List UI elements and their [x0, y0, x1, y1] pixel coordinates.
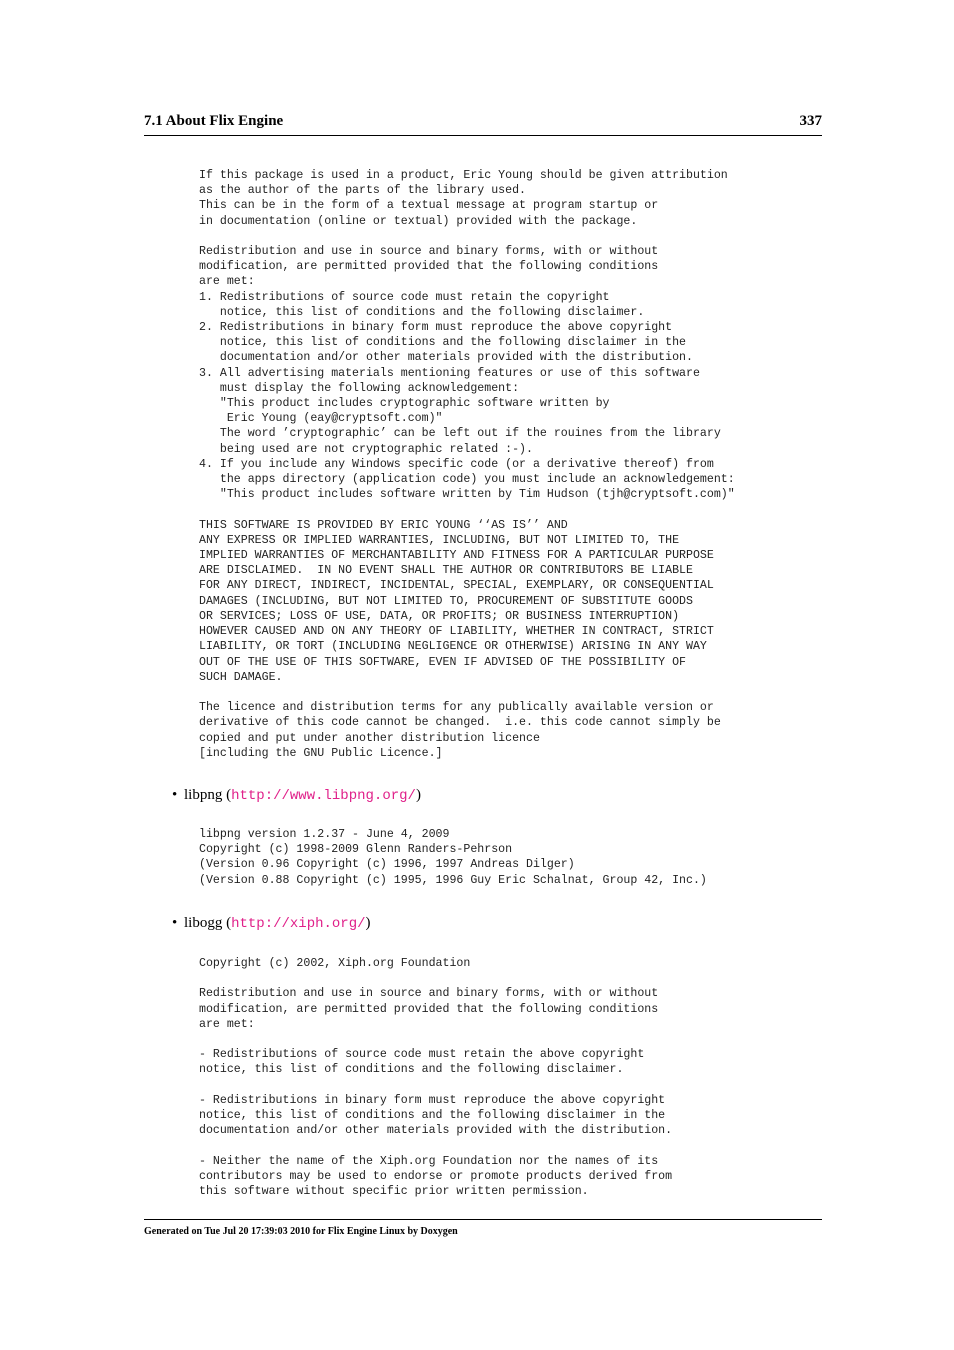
libpng-license-text: libpng version 1.2.37 - June 4, 2009 Copyright (c) 1998-2009 Glenn Randers-Pehrson (Version 0.96 Copyright (c) 1996, 1997 Andreas Dilger) (Version 0.88 Copyright (c) 1995, 1996 Guy Eric Schalnat, Group 42, Inc.): [199, 828, 707, 887]
libogg-link[interactable]: http://xiph.org/: [231, 916, 366, 932]
page-footer: [144, 1219, 822, 1237]
open-paren: (: [222, 915, 232, 931]
libogg-license-text: Copyright (c) 2002, Xiph.org Foundation Redistribution and use in source and binary forms, with or without modification, are permitted provided that the following conditions are met: - Redistributions of source code must retain the above copyright notice, this list of conditions and the following disclaimer. - Redistributions in binary form must reproduce the above copyright notice, this list of conditions and the following disclaimer in the documentation and/or other materials provided with the distribution. - Neither the name of the Xiph.org Foundation nor the names of its contributors may be used to endorse or promote products derived from this software without specific prior written permission.: [199, 957, 673, 1199]
close-paren: ): [365, 915, 371, 931]
page-header: [144, 113, 822, 136]
bullet-marker: •: [172, 787, 178, 803]
libpng-link[interactable]: http://www.libpng.org/: [231, 788, 416, 804]
libogg-list-item: [172, 914, 371, 933]
section-title: 7.1 About Flix Engine: [144, 113, 284, 129]
libpng-list-item: [172, 786, 421, 805]
libpng-name: libpng: [184, 787, 223, 803]
openssl-license-text: If this package is used in a product, Eric Young should be given attribution as the author of the parts of the library used. This can be in the form of a textual message at program startup or in documentation (online or textual) provided with the package. Redistribution and use in source and binary forms, with or without modification, are permitted provided that the following conditions are met: 1. Redistributions of source code must retain the copyright notice, this list of conditions and the following disclaimer. 2. Redistributions in binary form must reproduce the above copyright notice, this list of conditions and the following disclaimer in the documentation and/or other materials provided with the distribution. 3. All advertising materials mentioning features or use of this software must display the following acknowledgement: "This product includes cryptographic software written by Eric Young (eay@cryptsoft.com)" The word ’cryptographic’ can be left out if the rouines from the library being used are not cryptographic related :-). 4. If you include any Windows specific code (or a derivative thereof) from the apps directory (application code) you must include an acknowledgement: "This product includes software written by Tim Hudson (tjh@cryptsoft.com)" THIS SOFTWARE IS PROVIDED BY ERIC YOUNG ‘‘AS IS’’ AND ANY EXPRESS OR IMPLIED WARRANTIES, INCLUDING, BUT NOT LIMITED TO, THE IMPLIED WARRANTIES OF MERCHANTABILITY AND FITNESS FOR A PARTICULAR PURPOSE ARE DISCLAIMED. IN NO EVENT SHALL THE AUTHOR OR CONTRIBUTORS BE LIABLE FOR ANY DIRECT, INDIRECT, INCIDENTAL, SPECIAL, EXEMPLARY, OR CONSEQUENTIAL DAMAGES (INCLUDING, BUT NOT LIMITED TO, PROCUREMENT OF SUBSTITUTE GOODS OR SERVICES; LOSS OF USE, DATA, OR PROFITS; OR BUSINESS INTERRUPTION) HOWEVER CAUSED AND ON ANY THEORY OF LIABILITY, WHETHER IN CONTRACT, STRICT LIABILITY, OR TORT (INCLUDING NEGLIGENCE OR OTHERWISE) ARISING IN ANY WAY OUT OF THE USE OF THIS SOFTWARE, EVEN IF ADVISED OF THE POSSIBILITY OF SUCH DAMAGE. The licence and distribution terms for any publically available version or derivative of this code cannot be changed. i.e. this code cannot simply be copied and put under another distribution licence [including the GNU Public Licence.]: [199, 169, 735, 760]
open-paren: (: [222, 787, 232, 803]
footer-text: Generated on Tue Jul 20 17:39:03 2010 for Flix Engine Linux by Doxygen: [144, 1226, 458, 1237]
page-number: 337: [799, 113, 822, 129]
close-paren: ): [415, 787, 421, 803]
libogg-name: libogg: [184, 915, 223, 931]
bullet-marker: •: [172, 915, 178, 931]
